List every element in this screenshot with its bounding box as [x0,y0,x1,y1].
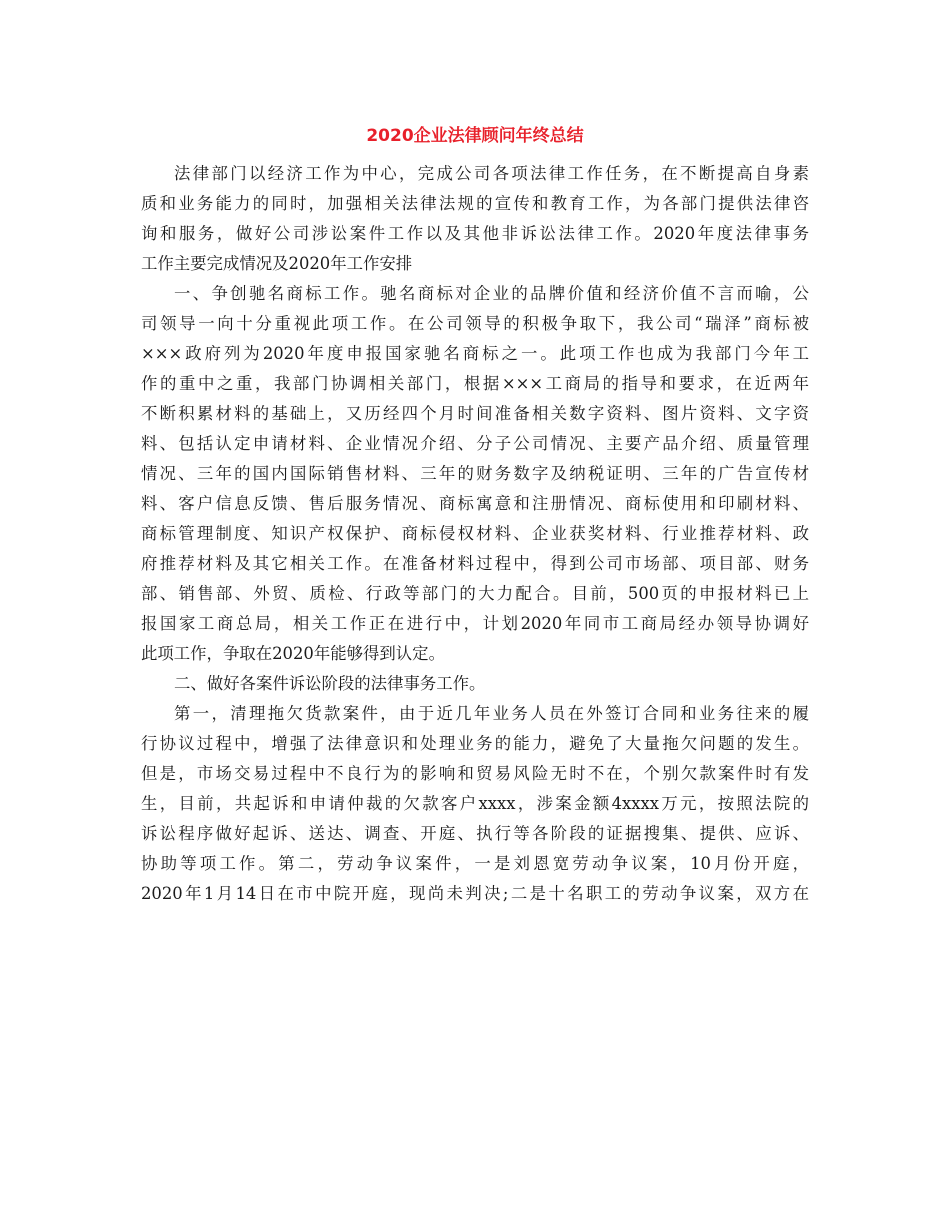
text-line: 行协议过程中，增强了法律意识和处理业务的能力，避免了大量拖欠问题的发生。 [141,734,809,753]
text-line: 料、客户信息反馈、售后服务情况、商标寓意和注册情况、商标使用和印刷材料、 [141,494,809,513]
document-title: 2020企业法律顾问年终总结 [366,126,584,146]
text-line: 作的重中之重，我部门协调相关部门，根据×××工商局的指导和要求，在近两年 [141,374,809,393]
text-line: 协助等项工作。第二，劳动争议案件，一是刘恩宽劳动争议案，10月份开庭， [141,854,809,873]
text-line: 工作主要完成情况及2020年工作安排 [141,254,413,273]
text-line: 部、销售部、外贸、质检、行政等部门的大力配合。目前，500页的申报材料已上 [141,584,809,603]
text-line: 此项工作，争取在2020年能够得到认定。 [141,644,445,663]
text-line: 第一，清理拖欠货款案件，由于近几年业务人员在外签订合同和业务往来的履 [174,704,809,723]
text-line: 法律部门以经济工作为中心，完成公司各项法律工作任务，在不断提高自身素 [174,164,809,183]
text-line: 质和业务能力的同时，加强相关法律法规的宣传和教育工作，为各部门提供法律咨 [141,194,809,213]
text-line: 司领导一向十分重视此项工作。在公司领导的积极争取下，我公司“瑞泽”商标被 [141,314,809,333]
text-line: 但是，市场交易过程中不良行为的影响和贸易风险无时不在，个别欠款案件时有发 [141,764,809,783]
text-line: 询和服务，做好公司涉讼案件工作以及其他非诉讼法律工作。2020年度法律事务 [141,224,809,243]
text-line: 府推荐材料及其它相关工作。在准备材料过程中，得到公司市场部、项目部、财务 [141,554,809,573]
text-line: 料、包括认定申请材料、企业情况介绍、分子公司情况、主要产品介绍、质量管理 [141,434,809,453]
text-line: ×××政府列为2020年度申报国家驰名商标之一。此项工作也成为我部门今年工 [141,344,809,363]
text-line: 不断积累材料的基础上，又历经四个月时间准备相关数字资料、图片资料、文字资 [141,404,809,423]
section-heading: 二、做好各案件诉讼阶段的法律事务工作。 [174,674,486,693]
text-line: 报国家工商总局，相关工作正在进行中，计划2020年同市工商局经办领导协调好 [141,614,809,633]
text-line: 情况、三年的国内国际销售材料、三年的财务数字及纳税证明、三年的广告宣传材 [141,464,809,483]
text-line: 生，目前，共起诉和申请仲裁的欠款客户xxxx，涉案金额4xxxx万元，按照法院的 [141,794,809,813]
text-line: 商标管理制度、知识产权保护、商标侵权材料、企业获奖材料、行业推荐材料、政 [141,524,809,543]
text-line: 一、争创驰名商标工作。驰名商标对企业的品牌价值和经济价值不言而喻，公 [174,284,809,303]
text-line: 2020年1月14日在市中院开庭，现尚未判决;二是十名职工的劳动争议案，双方在 [141,884,809,903]
text-line: 诉讼程序做好起诉、送达、调查、开庭、执行等各阶段的证据搜集、提供、应诉、 [141,824,809,843]
